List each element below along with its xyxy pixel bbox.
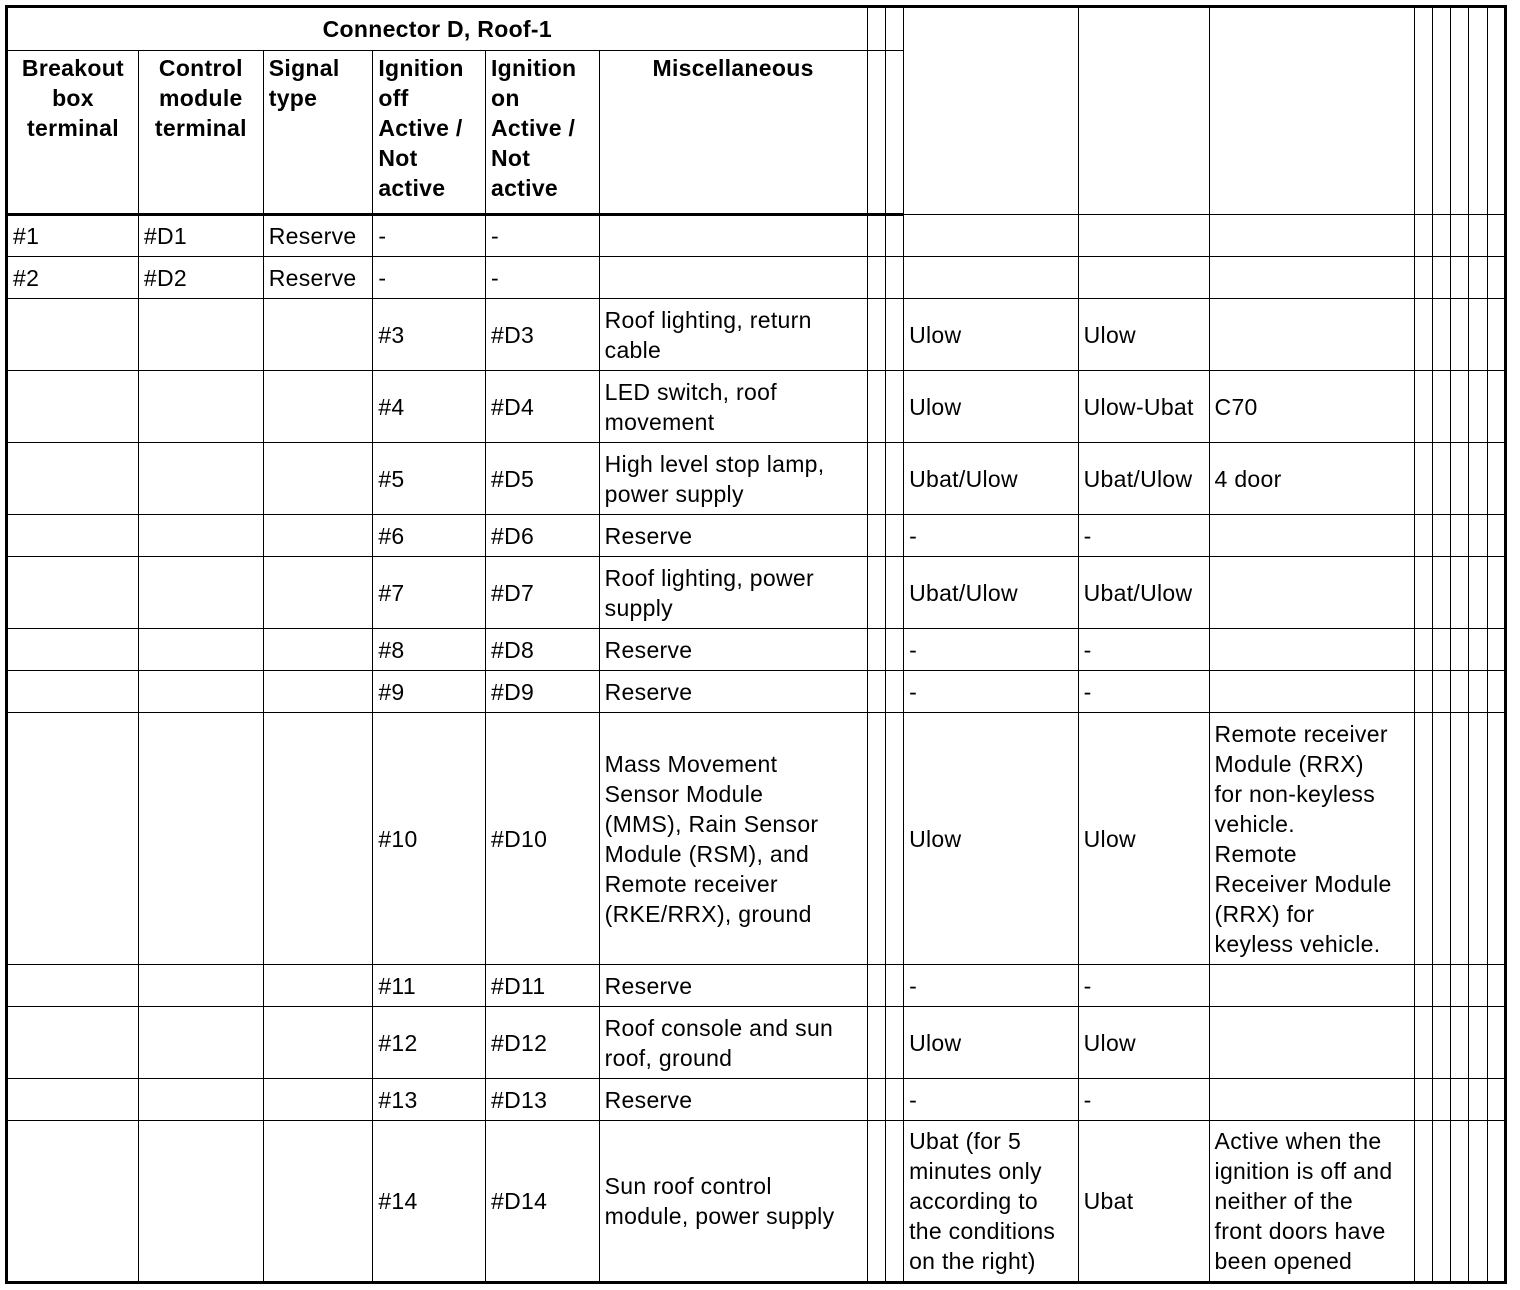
cell-control-terminal xyxy=(138,671,263,713)
empty-cell xyxy=(1414,1079,1432,1121)
table-row xyxy=(7,515,1506,557)
cell-value-b: - xyxy=(1078,515,1209,557)
empty-cell xyxy=(1451,443,1469,515)
cell-ignition-on: #D7 xyxy=(485,557,599,629)
empty-cell xyxy=(867,515,885,557)
cell-miscellaneous: Reserve xyxy=(599,965,867,1007)
empty-cell xyxy=(867,443,885,515)
empty-cell xyxy=(867,299,885,371)
empty-cell xyxy=(1432,713,1450,965)
cell-breakout-terminal: #2 xyxy=(7,257,139,299)
empty-cell xyxy=(1414,515,1432,557)
empty-cell xyxy=(1469,1007,1487,1079)
cell-value-b xyxy=(1078,257,1209,299)
cell-breakout-terminal xyxy=(7,629,139,671)
cell-note: C70 xyxy=(1209,371,1414,443)
empty-cell xyxy=(867,713,885,965)
cell-miscellaneous: Roof console and sun roof, ground xyxy=(599,1007,867,1079)
table-row xyxy=(7,371,1506,443)
cell-signal-type xyxy=(263,1007,373,1079)
empty-cell xyxy=(867,371,885,443)
cell-note: 4 door xyxy=(1209,443,1414,515)
cell-control-terminal xyxy=(138,1007,263,1079)
empty-cell xyxy=(1432,257,1450,299)
empty-header-cell xyxy=(885,51,903,215)
cell-note xyxy=(1209,1079,1414,1121)
cell-signal-type xyxy=(263,1121,373,1283)
empty-cell xyxy=(885,443,903,515)
cell-breakout-terminal xyxy=(7,299,139,371)
cell-value-a xyxy=(904,257,1079,299)
empty-cell xyxy=(1469,215,1487,257)
empty-cell xyxy=(1414,713,1432,965)
cell-ignition-on: #D13 xyxy=(485,1079,599,1121)
cell-breakout-terminal xyxy=(7,1121,139,1283)
cell-breakout-terminal xyxy=(7,965,139,1007)
cell-breakout-terminal xyxy=(7,1079,139,1121)
cell-breakout-terminal xyxy=(7,713,139,965)
cell-value-a: - xyxy=(904,965,1079,1007)
empty-cell xyxy=(1414,1007,1432,1079)
cell-miscellaneous: Mass Movement Sensor Module (MMS), Rain Sensor Module (RSM), and Remote receiver (RKE/RRX), ground xyxy=(599,713,867,965)
cell-ignition-off: - xyxy=(373,257,486,299)
cell-ignition-on: - xyxy=(485,257,599,299)
cell-breakout-terminal xyxy=(7,443,139,515)
empty-cell xyxy=(1487,1007,1505,1079)
cell-ignition-on: #D5 xyxy=(485,443,599,515)
cell-value-b: Ubat/Ulow xyxy=(1078,557,1209,629)
empty-cell xyxy=(1487,443,1505,515)
cell-signal-type xyxy=(263,1079,373,1121)
cell-ignition-off: #10 xyxy=(373,713,486,965)
cell-ignition-off: - xyxy=(373,215,486,257)
empty-cell xyxy=(1432,629,1450,671)
table-row xyxy=(7,1079,1506,1121)
table-row xyxy=(7,629,1506,671)
table-row xyxy=(7,1007,1506,1079)
empty-cell xyxy=(1414,557,1432,629)
cell-miscellaneous xyxy=(599,257,867,299)
cell-value-a: Ubat/Ulow xyxy=(904,443,1079,515)
empty-cell xyxy=(1451,1121,1469,1283)
empty-header-cell xyxy=(867,7,885,51)
header-signal-type: Signal type xyxy=(263,51,373,215)
cell-miscellaneous: Roof lighting, return cable xyxy=(599,299,867,371)
cell-value-b: - xyxy=(1078,1079,1209,1121)
empty-cell xyxy=(1451,215,1469,257)
empty-cell xyxy=(1487,1079,1505,1121)
cell-ignition-on: #D14 xyxy=(485,1121,599,1283)
table-row xyxy=(7,257,1506,299)
empty-cell xyxy=(1414,371,1432,443)
empty-cell xyxy=(1432,1079,1450,1121)
empty-cell xyxy=(885,515,903,557)
empty-cell xyxy=(885,557,903,629)
empty-cell xyxy=(885,215,903,257)
empty-cell xyxy=(1414,299,1432,371)
cell-value-b: Ubat xyxy=(1078,1121,1209,1283)
cell-ignition-on: #D4 xyxy=(485,371,599,443)
empty-cell xyxy=(1414,257,1432,299)
cell-note xyxy=(1209,629,1414,671)
cell-signal-type xyxy=(263,371,373,443)
cell-note xyxy=(1209,515,1414,557)
cell-value-b: Ulow xyxy=(1078,299,1209,371)
empty-cell xyxy=(885,671,903,713)
cell-value-b: Ulow xyxy=(1078,1007,1209,1079)
empty-cell xyxy=(1451,965,1469,1007)
table-title: Connector D, Roof-1 xyxy=(7,7,868,51)
empty-cell xyxy=(1487,299,1505,371)
empty-cell xyxy=(1451,257,1469,299)
empty-cell xyxy=(1451,1079,1469,1121)
cell-ignition-off: #4 xyxy=(373,371,486,443)
header-ignition-off: Ignition off Active / Not active xyxy=(373,51,486,215)
cell-ignition-off: #3 xyxy=(373,299,486,371)
cell-value-a: - xyxy=(904,671,1079,713)
cell-value-b: Ulow-Ubat xyxy=(1078,371,1209,443)
empty-cell xyxy=(867,1121,885,1283)
cell-ignition-off: #12 xyxy=(373,1007,486,1079)
cell-miscellaneous: Reserve xyxy=(599,1079,867,1121)
cell-signal-type xyxy=(263,965,373,1007)
table-row xyxy=(7,713,1506,965)
empty-cell xyxy=(867,557,885,629)
cell-value-a: Ulow xyxy=(904,1007,1079,1079)
table-row xyxy=(7,1121,1506,1283)
empty-cell xyxy=(885,371,903,443)
empty-cell xyxy=(885,713,903,965)
empty-cell xyxy=(1487,257,1505,299)
cell-control-terminal xyxy=(138,299,263,371)
cell-control-terminal xyxy=(138,713,263,965)
empty-cell xyxy=(1469,515,1487,557)
cell-miscellaneous: Reserve xyxy=(599,629,867,671)
table-row xyxy=(7,965,1506,1007)
cell-value-b: - xyxy=(1078,671,1209,713)
empty-cell xyxy=(1414,1121,1432,1283)
cell-ignition-on: - xyxy=(485,215,599,257)
cell-signal-type: Reserve xyxy=(263,257,373,299)
table-row xyxy=(7,443,1506,515)
cell-ignition-on: #D10 xyxy=(485,713,599,965)
empty-cell xyxy=(867,1007,885,1079)
empty-cell xyxy=(1487,629,1505,671)
cell-ignition-on: #D9 xyxy=(485,671,599,713)
empty-cell xyxy=(885,965,903,1007)
empty-header-cell xyxy=(867,51,885,215)
cell-note: Active when the ignition is off and neither of the front doors have been opened xyxy=(1209,1121,1414,1283)
cell-miscellaneous: Reserve xyxy=(599,671,867,713)
cell-miscellaneous xyxy=(599,215,867,257)
cell-ignition-on: #D11 xyxy=(485,965,599,1007)
cell-value-a: Ulow xyxy=(904,299,1079,371)
title-row xyxy=(7,7,1506,51)
header-breakout-box-terminal: Breakout box terminal xyxy=(7,51,139,215)
empty-cell xyxy=(1432,371,1450,443)
empty-cell xyxy=(1487,671,1505,713)
empty-cell xyxy=(1451,1007,1469,1079)
cell-breakout-terminal xyxy=(7,1007,139,1079)
empty-cell xyxy=(1469,671,1487,713)
empty-cell xyxy=(1487,1121,1505,1283)
empty-cell xyxy=(1469,965,1487,1007)
empty-cell xyxy=(1432,443,1450,515)
cell-value-a: - xyxy=(904,515,1079,557)
empty-cell xyxy=(867,1079,885,1121)
cell-control-terminal xyxy=(138,515,263,557)
cell-miscellaneous: LED switch, roof movement xyxy=(599,371,867,443)
header-control-module-terminal: Control module terminal xyxy=(138,51,263,215)
cell-value-b: - xyxy=(1078,629,1209,671)
empty-cell xyxy=(1469,629,1487,671)
empty-cell xyxy=(1469,713,1487,965)
table-row xyxy=(7,557,1506,629)
empty-cell xyxy=(1432,215,1450,257)
cell-note xyxy=(1209,215,1414,257)
cell-value-a: Ubat/Ulow xyxy=(904,557,1079,629)
cell-ignition-off: #14 xyxy=(373,1121,486,1283)
empty-cell xyxy=(885,1079,903,1121)
empty-header-cell xyxy=(1209,7,1414,215)
empty-cell xyxy=(1487,371,1505,443)
empty-cell xyxy=(1432,299,1450,371)
empty-cell xyxy=(1414,965,1432,1007)
empty-cell xyxy=(867,671,885,713)
empty-cell xyxy=(885,1121,903,1283)
empty-cell xyxy=(1432,515,1450,557)
empty-cell xyxy=(1469,257,1487,299)
empty-cell xyxy=(1414,443,1432,515)
cell-value-b: - xyxy=(1078,965,1209,1007)
empty-cell xyxy=(1414,215,1432,257)
cell-ignition-on: #D12 xyxy=(485,1007,599,1079)
cell-miscellaneous: Roof lighting, power supply xyxy=(599,557,867,629)
header-miscellaneous: Miscellaneous xyxy=(599,51,867,215)
cell-control-terminal xyxy=(138,1079,263,1121)
cell-value-a xyxy=(904,215,1079,257)
cell-breakout-terminal xyxy=(7,671,139,713)
empty-cell xyxy=(867,965,885,1007)
empty-cell xyxy=(1432,965,1450,1007)
empty-cell xyxy=(885,1007,903,1079)
connector-table xyxy=(5,5,1507,1284)
empty-cell xyxy=(1432,557,1450,629)
empty-cell xyxy=(1451,515,1469,557)
cell-control-terminal xyxy=(138,443,263,515)
empty-header-cell xyxy=(1487,7,1505,215)
cell-value-b: Ubat/Ulow xyxy=(1078,443,1209,515)
empty-cell xyxy=(867,629,885,671)
cell-note xyxy=(1209,965,1414,1007)
empty-header-cell xyxy=(1432,7,1450,215)
cell-value-a: Ulow xyxy=(904,371,1079,443)
cell-value-a: - xyxy=(904,629,1079,671)
cell-signal-type xyxy=(263,713,373,965)
cell-ignition-off: #5 xyxy=(373,443,486,515)
cell-ignition-on: #D6 xyxy=(485,515,599,557)
cell-signal-type xyxy=(263,515,373,557)
cell-breakout-terminal xyxy=(7,515,139,557)
cell-ignition-off: #11 xyxy=(373,965,486,1007)
cell-note xyxy=(1209,257,1414,299)
empty-cell xyxy=(1432,1007,1450,1079)
empty-header-cell xyxy=(1414,7,1432,215)
empty-cell xyxy=(1451,629,1469,671)
cell-control-terminal xyxy=(138,965,263,1007)
empty-cell xyxy=(1432,1121,1450,1283)
cell-value-a: Ubat (for 5 minutes only according to the conditions on the right) xyxy=(904,1121,1079,1283)
cell-ignition-off: #7 xyxy=(373,557,486,629)
cell-value-b xyxy=(1078,215,1209,257)
empty-cell xyxy=(1451,557,1469,629)
empty-cell xyxy=(867,257,885,299)
cell-signal-type xyxy=(263,557,373,629)
cell-control-terminal: #D2 xyxy=(138,257,263,299)
table-row xyxy=(7,215,1506,257)
empty-cell xyxy=(1487,215,1505,257)
empty-cell xyxy=(1469,299,1487,371)
cell-ignition-off: #6 xyxy=(373,515,486,557)
cell-breakout-terminal xyxy=(7,371,139,443)
empty-cell xyxy=(1487,713,1505,965)
empty-cell xyxy=(1451,713,1469,965)
empty-cell xyxy=(885,629,903,671)
empty-cell xyxy=(867,215,885,257)
empty-cell xyxy=(1469,557,1487,629)
empty-cell xyxy=(1469,1121,1487,1283)
empty-header-cell xyxy=(1451,7,1469,215)
empty-cell xyxy=(1469,1079,1487,1121)
cell-ignition-off: #13 xyxy=(373,1079,486,1121)
empty-cell xyxy=(1451,371,1469,443)
cell-miscellaneous: Reserve xyxy=(599,515,867,557)
header-ignition-on: Ignition on Active / Not active xyxy=(485,51,599,215)
empty-header-cell xyxy=(904,7,1079,215)
empty-header-cell xyxy=(1078,7,1209,215)
cell-value-b: Ulow xyxy=(1078,713,1209,965)
empty-cell xyxy=(1487,557,1505,629)
empty-cell xyxy=(885,299,903,371)
empty-cell xyxy=(1414,629,1432,671)
cell-miscellaneous: High level stop lamp, power supply xyxy=(599,443,867,515)
cell-control-terminal: #D1 xyxy=(138,215,263,257)
cell-breakout-terminal: #1 xyxy=(7,215,139,257)
cell-note xyxy=(1209,1007,1414,1079)
cell-note: Remote receiver Module (RRX) for non-keyless vehicle. Remote Receiver Module (RRX) for keyless vehicle. xyxy=(1209,713,1414,965)
empty-cell xyxy=(1432,671,1450,713)
cell-miscellaneous: Sun roof control module, power supply xyxy=(599,1121,867,1283)
empty-cell xyxy=(885,257,903,299)
cell-ignition-on: #D3 xyxy=(485,299,599,371)
empty-cell xyxy=(1487,515,1505,557)
cell-signal-type xyxy=(263,299,373,371)
cell-control-terminal xyxy=(138,557,263,629)
cell-control-terminal xyxy=(138,629,263,671)
document-page xyxy=(5,5,1507,1284)
empty-cell xyxy=(1451,299,1469,371)
cell-note xyxy=(1209,557,1414,629)
cell-signal-type xyxy=(263,629,373,671)
empty-cell xyxy=(1414,671,1432,713)
cell-signal-type xyxy=(263,671,373,713)
cell-value-a: Ulow xyxy=(904,713,1079,965)
cell-ignition-on: #D8 xyxy=(485,629,599,671)
empty-cell xyxy=(1469,371,1487,443)
cell-signal-type: Reserve xyxy=(263,215,373,257)
cell-ignition-off: #9 xyxy=(373,671,486,713)
empty-cell xyxy=(1451,671,1469,713)
cell-ignition-off: #8 xyxy=(373,629,486,671)
table-row xyxy=(7,671,1506,713)
cell-breakout-terminal xyxy=(7,557,139,629)
table-body xyxy=(7,215,1506,1283)
cell-note xyxy=(1209,671,1414,713)
empty-cell xyxy=(1487,965,1505,1007)
table-row xyxy=(7,299,1506,371)
empty-header-cell xyxy=(1469,7,1487,215)
cell-value-a: - xyxy=(904,1079,1079,1121)
cell-note xyxy=(1209,299,1414,371)
empty-cell xyxy=(1469,443,1487,515)
empty-header-cell xyxy=(885,7,903,51)
cell-signal-type xyxy=(263,443,373,515)
cell-control-terminal xyxy=(138,1121,263,1283)
cell-control-terminal xyxy=(138,371,263,443)
